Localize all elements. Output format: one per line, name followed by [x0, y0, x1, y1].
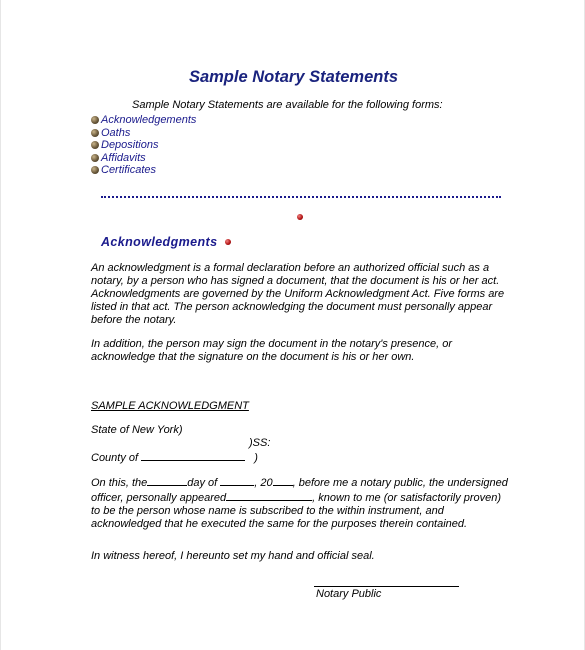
county-line: County of ) [91, 452, 258, 464]
county-blank[interactable] [141, 450, 245, 461]
state-line: State of New York) [91, 424, 183, 436]
notary-public-label: Notary Public [316, 588, 382, 600]
list-item[interactable]: Affidavits [91, 152, 196, 165]
list-item[interactable]: Certificates [91, 164, 196, 177]
list-item[interactable]: Acknowledgements [91, 114, 196, 127]
ss-line: )SS: [249, 437, 271, 449]
forms-list [91, 114, 196, 177]
bullet-icon [91, 141, 99, 149]
bullet-icon [91, 154, 99, 162]
red-dot-icon [225, 239, 231, 245]
name-blank[interactable] [226, 490, 312, 501]
page-title: Sample Notary Statements [188, 68, 399, 86]
bullet-icon [91, 129, 99, 137]
definition-paragraph: An acknowledgment is a formal declaration before an authorized official such as a notary, by a person who has signed a document, that the document is his or her act. Acknowledgments are governed by the Uniform Acknowledgment Act. Five forms are listed in that act. The person acknowledging the document must personally appear before the notary. [91, 262, 505, 326]
list-item[interactable]: Oaths [91, 127, 196, 140]
year-blank[interactable] [273, 475, 293, 486]
dotted-divider [101, 196, 501, 198]
day-blank[interactable] [147, 475, 187, 486]
section-heading: Acknowledgments [101, 235, 231, 249]
bullet-icon [91, 166, 99, 174]
acknowledgment-body: On this, the day of , 20 , before me a notary public, the undersigned officer, personally appeared , known to me (or satisfactorily proven) to be the person whose name is subscribed to the within instrument, and acknowledged that he executed the same for the purposes therein contained. [91, 477, 508, 530]
intro-text: Sample Notary Statements are available for the following forms: [132, 99, 443, 111]
addition-paragraph: In addition, the person may sign the document in the notary's presence, or acknowledge that the signature on the document is his or her own. [91, 338, 453, 363]
witness-line: In witness hereof, I hereunto set my hand and official seal. [91, 550, 375, 562]
month-blank[interactable] [220, 475, 254, 486]
red-dot-icon [297, 214, 303, 220]
bullet-icon [91, 116, 99, 124]
signature-line[interactable] [314, 586, 459, 587]
list-item[interactable]: Depositions [91, 139, 196, 152]
sample-heading: SAMPLE ACKNOWLEDGMENT [91, 400, 249, 412]
